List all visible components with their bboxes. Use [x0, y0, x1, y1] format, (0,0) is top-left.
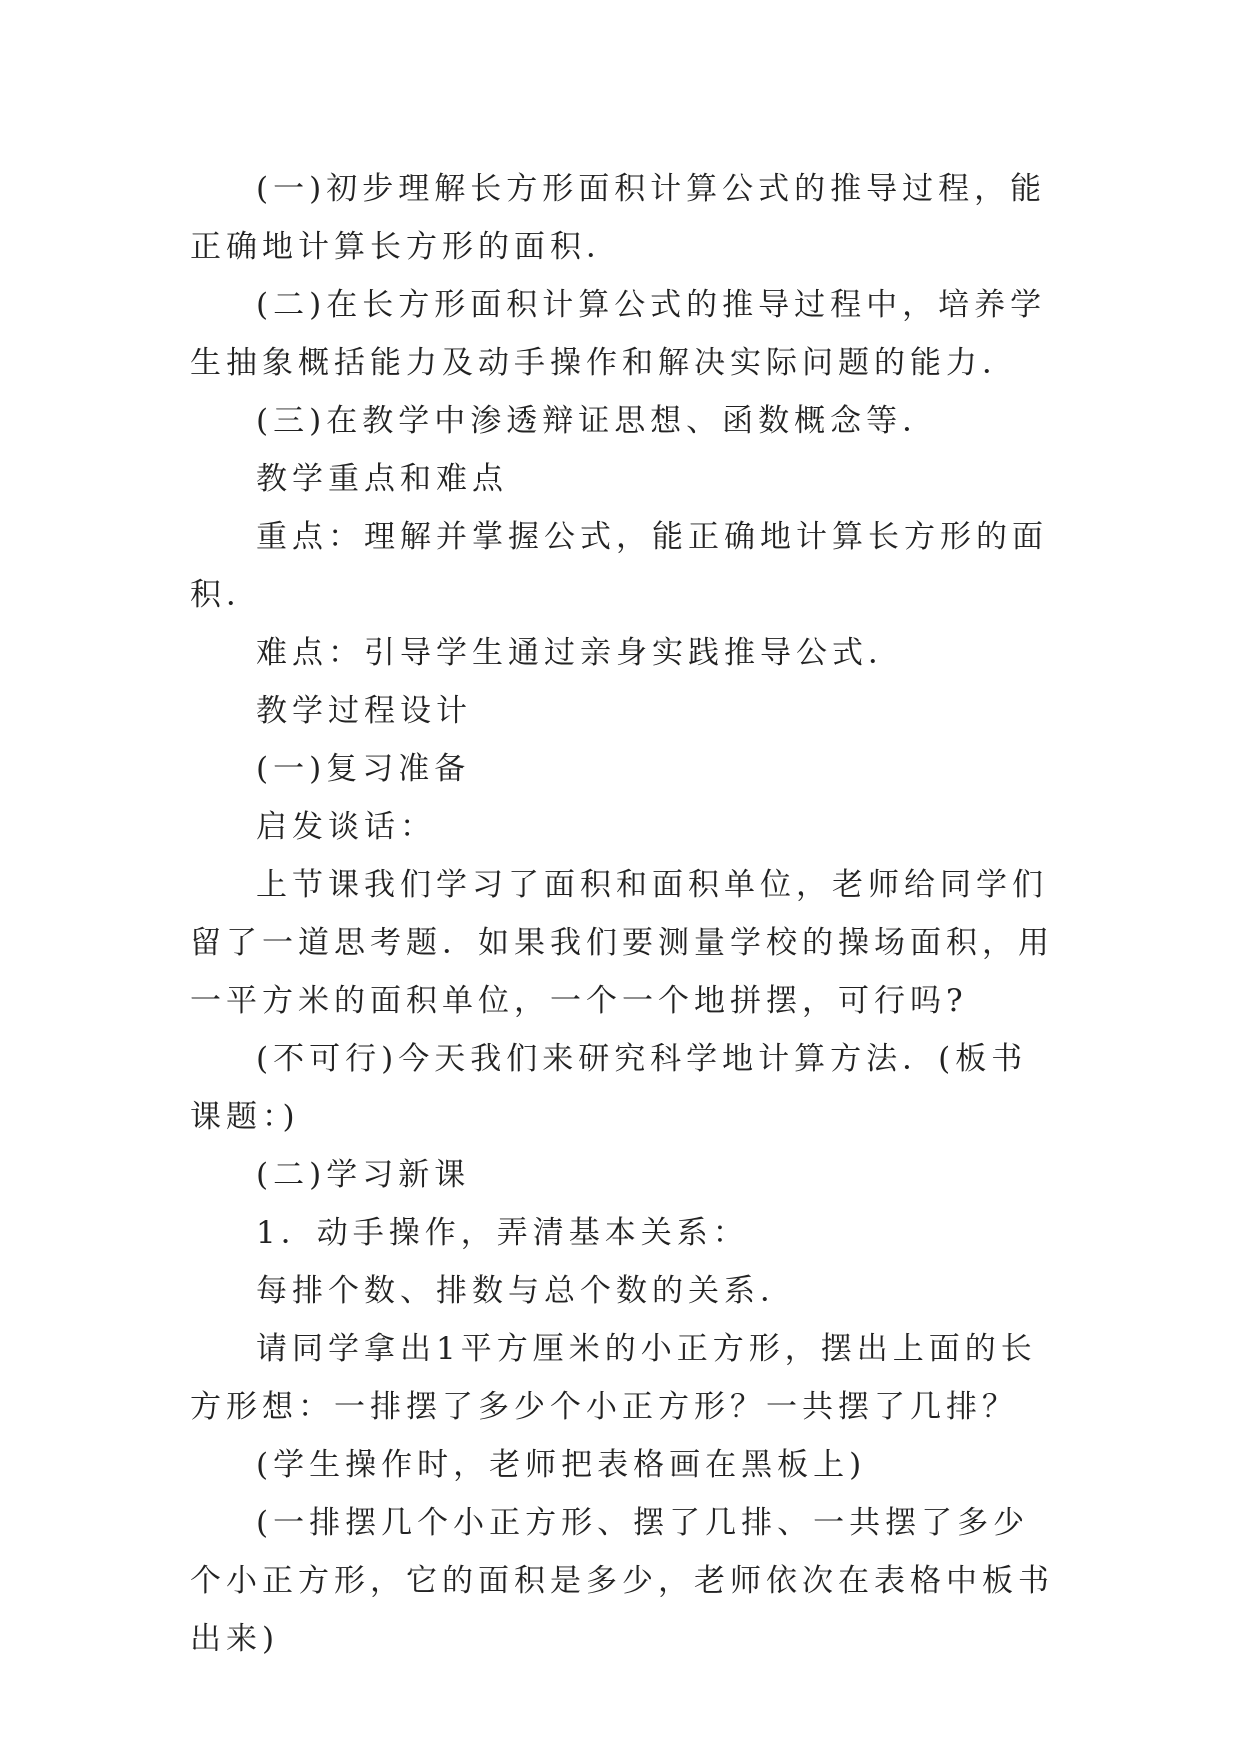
relationship-text: 每排个数、排数与总个数的关系．: [256, 1273, 796, 1309]
step-review: (一)复习准备: [256, 751, 471, 787]
key-point: 重点：理解并掌握公式，能正确地计算长方形的面积．: [190, 519, 1048, 613]
activity-1-title: 1．动手操作，弄清基本关系：: [256, 1215, 749, 1251]
objective-3: (三)在教学中渗透辩证思想、函数概念等．: [256, 403, 939, 439]
document-body: [190, 160, 1060, 1668]
topic-intro: (不可行)今天我们来研究科学地计算方法．(板书课题：): [190, 1041, 1028, 1135]
instruction-squares: 请同学拿出1平方厘米的小正方形，摆出上面的长方形想：一排摆了多少个小正方形？一共摆了几排？: [190, 1331, 1037, 1425]
objective-1: (一)初步理解长方形面积计算公式的推导过程，能正确地计算长方形的面积．: [190, 171, 1047, 265]
section-heading-process: 教学过程设计: [256, 693, 472, 729]
step-new-lesson: (二)学习新课: [256, 1157, 471, 1193]
teacher-note-2: (一排摆几个小正方形、摆了几排、一共摆了多少个小正方形，它的面积是多少，老师依次在表格中板书出来): [190, 1505, 1054, 1657]
teacher-note-1: (学生操作时，老师把表格画在黑板上): [256, 1447, 867, 1483]
difficult-point: 难点：引导学生通过亲身实践推导公式．: [256, 635, 904, 671]
section-heading-key-points: 教学重点和难点: [256, 461, 508, 497]
inspiring-talk-label: 启发谈话：: [256, 809, 436, 845]
inspiring-talk-text: 上节课我们学习了面积和面积单位，老师给同学们留了一道思考题．如果我们要测量学校的操场面积，用一平方米的面积单位，一个一个地拼摆，可行吗?: [190, 867, 1054, 1019]
objective-2: (二)在长方形面积计算公式的推导过程中，培养学生抽象概括能力及动手操作和解决实际问题的能力．: [190, 287, 1047, 381]
